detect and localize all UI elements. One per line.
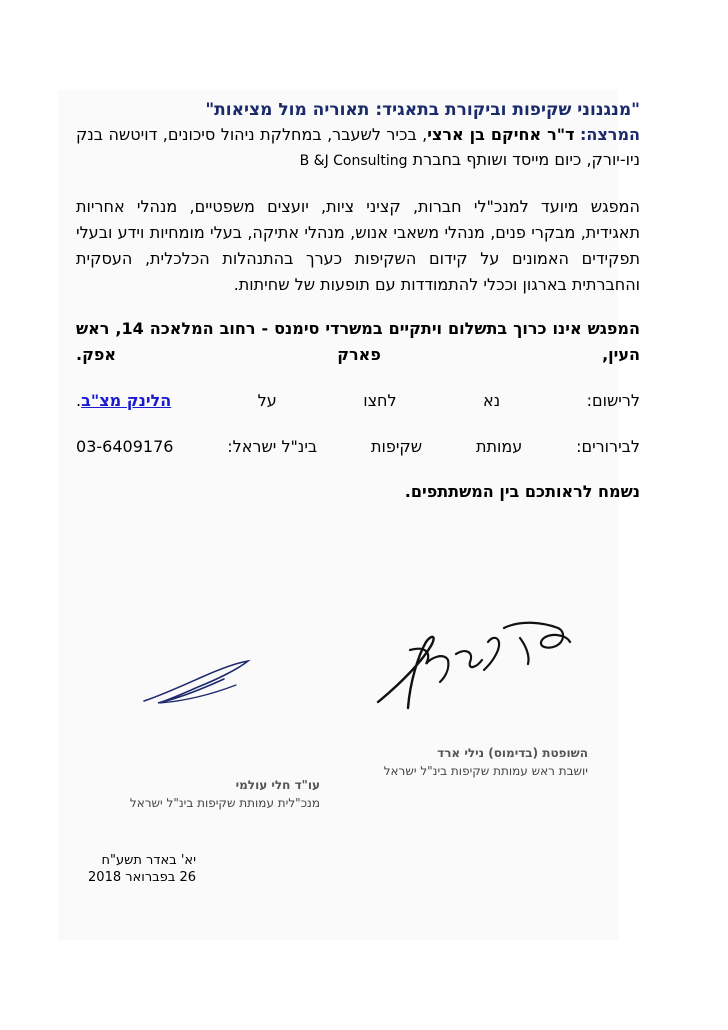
speaker-label: המרצה:	[579, 125, 641, 144]
ceo-name: עו"ד חלי עולמי	[235, 778, 320, 792]
registration-label: לרישום:	[586, 391, 640, 410]
inquiries-word-3: בינ"ל ישראל:	[227, 437, 318, 456]
speaker-company: B &J Consulting	[299, 153, 408, 169]
letter-content	[76, 98, 640, 501]
hebrew-date: יא' באדר תשע"ח	[101, 853, 196, 868]
judge-name: השופטת (בדימוס) נילי ארד	[437, 746, 588, 760]
closing-line: נשמח לראותכם בין המשתתפים.	[404, 482, 640, 501]
registration-line	[76, 388, 640, 414]
speaker-line	[76, 122, 640, 174]
venue-paragraph: המפגש אינו כרוך בתשלום ויתקיים במשרדי סימנס - רחוב המלאכה 14, ראש העין, פארק אפק.	[76, 319, 640, 364]
judge-signature-block	[356, 744, 588, 780]
registration-word-3: על	[257, 391, 277, 410]
registration-word-1: נא	[483, 391, 501, 410]
inquiries-line	[76, 434, 640, 460]
date-block	[76, 852, 196, 886]
registration-period: .	[76, 391, 82, 410]
inquiries-word-1: עמותת	[475, 437, 523, 456]
ceo-signature-block	[96, 776, 320, 812]
judge-signature-image	[370, 612, 580, 722]
ceo-role: מנכ"לית עמותת שקיפות בינ"ל ישראל	[129, 796, 320, 810]
inquiries-label: לבירורים:	[576, 437, 640, 456]
registration-word-2: לחצו	[363, 391, 397, 410]
speaker-description: , בכיר לשעבר, במחלקת ניהול סיכונים, דויטשה בנק ניו-יורק, כיום מייסד ושותף בחברת	[76, 125, 640, 169]
inquiries-word-2: שקיפות	[370, 437, 423, 456]
judge-role: יושבת ראש עמותת שקיפות בינ"ל ישראל	[383, 764, 588, 778]
gregorian-date: 26 בפברואר 2018	[88, 870, 196, 885]
speaker-name: ד"ר אחיקם בן ארצי	[427, 125, 575, 144]
ceo-signature-image	[140, 655, 255, 710]
registration-link[interactable]: הלינק מצ"ב	[81, 391, 172, 410]
audience-paragraph: המפגש מיועד למנכ"לי חברות, קציני ציות, יועצים משפטיים, מנהלי אחריות תאגידית, מבקרי פנים, מנהלי משאבי אנוש, מנהלי אתיקה, בעלי מומחיות וידע ובעלי תפקידים האמונים על קידום השקיפות כערך בהתנהלות הכלכלית, העסקית והחברתית בארגון וככלי להתמודדות עם תופעות של שחיתות.	[76, 197, 640, 294]
inquiries-phone: 03-6409176	[76, 437, 174, 456]
event-title: "מנגנוני שקיפות וביקורת בתאגיד: תאוריה מול מציאות"	[205, 100, 640, 120]
